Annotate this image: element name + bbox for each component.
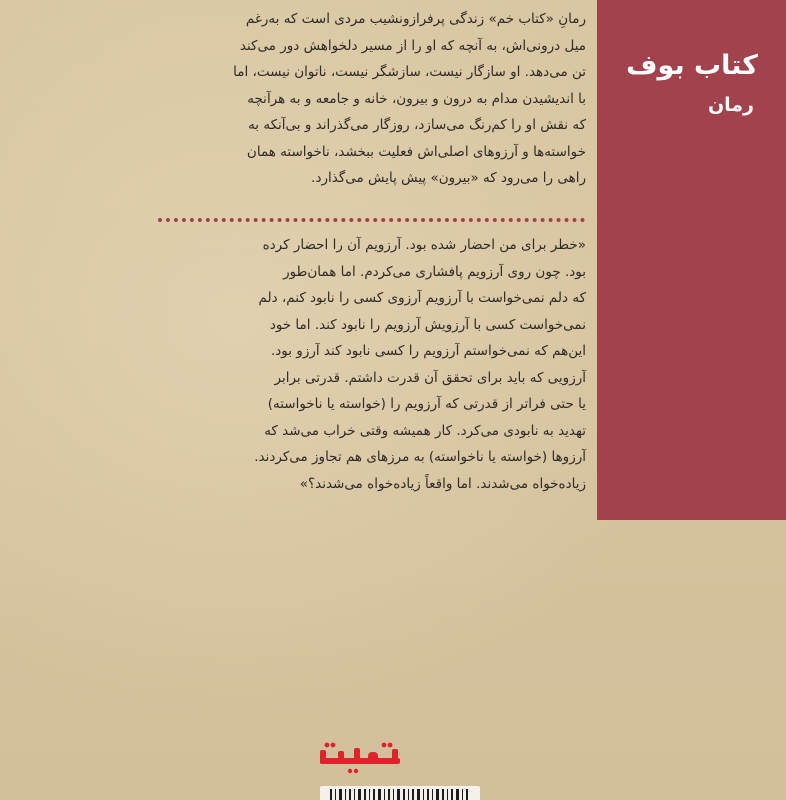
barcode-bar <box>369 789 370 800</box>
quote-line: آرزویی که باید برای تحقق آن قدرت داشتم. قدرتی برابر <box>274 369 586 386</box>
barcode-bar <box>393 789 394 800</box>
barcode-bar <box>349 789 351 800</box>
synopsis-line: میل درونی‌اش، به آنچه که او را از مسیر دلخواهش دور می‌کند <box>239 37 586 54</box>
synopsis-line: راهی را می‌رود که «بیرون» پیش پایش می‌گذارد. <box>311 170 586 186</box>
synopsis-line: خواسته‌ها و آرزوهای اصلی‌اش فعلیت ببخشد، ناخواسته همان <box>246 143 586 160</box>
barcode-bar <box>456 789 459 800</box>
barcode-bar <box>447 789 448 800</box>
series-panel <box>597 0 786 520</box>
barcode-bar <box>339 789 342 800</box>
barcode-bar <box>358 789 361 800</box>
quote-line: آرزوها (خواسته یا ناخواسته) به مرزهای هم تجاوز می‌کردند. <box>254 449 586 465</box>
barcode-bar <box>373 789 375 800</box>
barcode-bar <box>384 789 385 800</box>
quote-line: یا حتی فراتر از قدرتی که آرزویم را (خواسته یا ناخواسته) <box>267 396 586 412</box>
quote-text <box>152 232 586 497</box>
publisher-logo <box>318 740 402 774</box>
barcode-bar <box>354 789 355 800</box>
quote-line: که دلم نمی‌خواست با آرزویم آرزوی کسی را نابود کنم، دلم <box>258 290 586 306</box>
barcode-bar <box>451 789 453 800</box>
barcode-bar <box>345 789 346 800</box>
dotted-divider <box>158 218 585 222</box>
quote-line: این‌هم که نمی‌خواستم آرزویم را کسی نابود کند آرزو بود. <box>270 343 586 359</box>
barcode-bar <box>423 789 424 800</box>
barcode-bar <box>432 789 433 800</box>
barcode-bar <box>442 789 444 800</box>
barcode-sticker <box>320 786 480 800</box>
barcode-bar <box>408 789 409 800</box>
barcode-bar <box>436 789 439 800</box>
synopsis-line: با اندیشیدن مدام به درون و بیرون، خانه و جامعه و به هرآنچه <box>247 90 586 107</box>
quote-line: «خطر برای من احضار شده بود. آرزویم آن را احضار کرده <box>262 237 586 253</box>
quote-line: زیاده‌خواه می‌شدند. اما واقعاً زیاده‌خواه می‌شدند؟» <box>299 475 586 492</box>
quote-line: نمی‌خواست کسی با آرزویش آرزویم را نابود کند. اما خود <box>269 316 586 333</box>
series-title: کتاب بوف <box>626 50 758 81</box>
quote-line: بود. چون روی آرزویم پافشاری می‌کردم. اما همان‌طور <box>283 263 586 280</box>
barcode-bar <box>466 789 468 800</box>
barcode-bar <box>397 789 400 800</box>
barcode-bar <box>330 789 332 800</box>
barcode-bar <box>335 789 336 800</box>
barcode-bar <box>378 789 381 800</box>
barcode-bar <box>403 789 405 800</box>
barcode-bar <box>364 789 366 800</box>
quote-line: تهدید به نابودی می‌کرد. کار همیشه وقتی خراب می‌شد که <box>264 422 586 439</box>
synopsis-line: رمانِ «کتاب خم» زندگی پرفرازونشیب مردی است که به‌رغم <box>245 11 586 27</box>
barcode-bar <box>412 789 414 800</box>
barcode-bar <box>388 789 390 800</box>
genre-label: رمان <box>707 94 754 116</box>
synopsis-text <box>154 6 586 192</box>
barcode-bar <box>462 789 463 800</box>
barcode-bar <box>427 789 429 800</box>
synopsis-line: تن می‌دهد. او سازگار نیست، سازشگر نیست، ناتوان نیست، اما <box>233 64 586 80</box>
barcode-bar <box>417 789 420 800</box>
synopsis-line: که نقش او را کم‌رنگ می‌سازد، روزگار می‌گذراند و بی‌آنکه به <box>248 117 586 133</box>
